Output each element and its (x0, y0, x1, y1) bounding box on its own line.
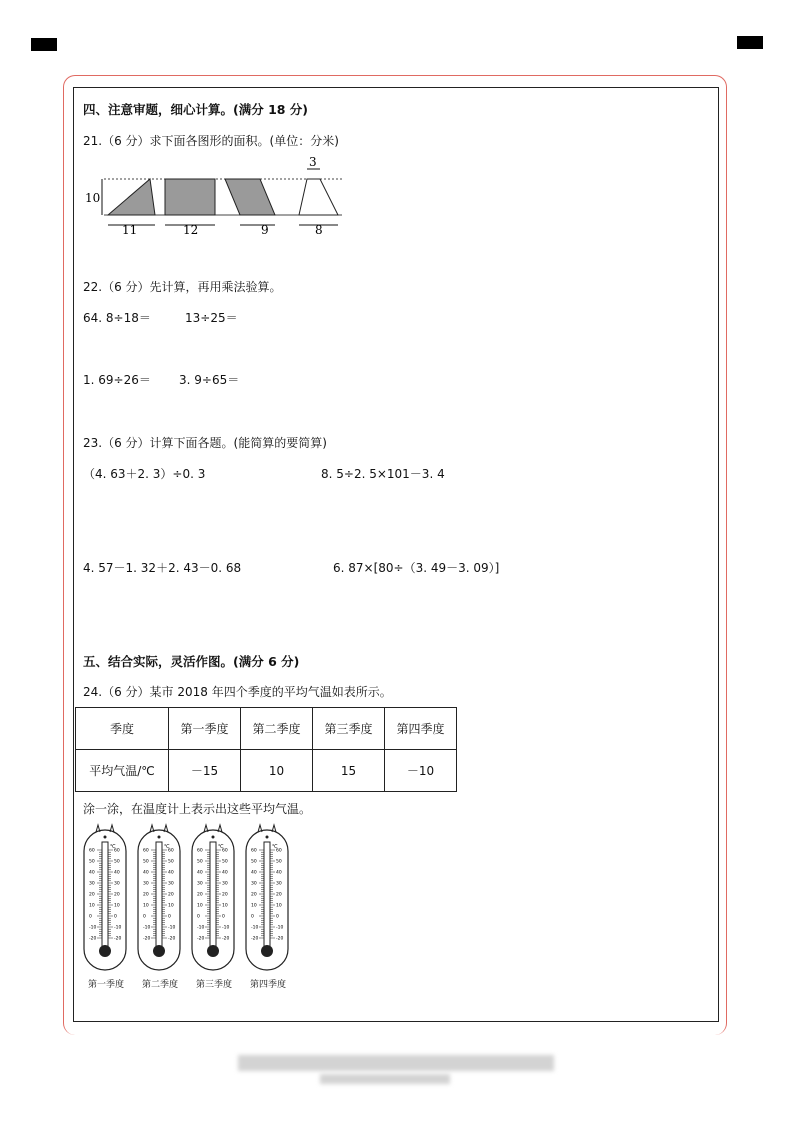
table-cell: 平均气温/℃ (76, 750, 169, 792)
tick-label-left: 60 (197, 848, 203, 854)
tick-label-right: 20 (222, 892, 228, 898)
rectangle-shape (165, 179, 215, 215)
tick-label-left: 0 (143, 914, 146, 920)
thermometer-unit: ℃ (218, 844, 224, 850)
tick-label-left: 10 (89, 903, 95, 909)
tick-label-right: -10 (276, 925, 284, 931)
thermometer-4 (246, 825, 288, 970)
trapezoid-top-label: 3 (309, 155, 317, 169)
registration-mark-right (737, 36, 763, 49)
thermometer-3 (192, 825, 234, 970)
tick-label-left: 60 (143, 848, 149, 854)
tick-label-left: 0 (89, 914, 92, 920)
q23-item-d: 6. 87×[80÷（3. 49－3. 09）] (333, 561, 500, 575)
thermometer-bulb (207, 945, 219, 957)
tick-label-left: -20 (89, 936, 97, 942)
tick-label-right: -20 (114, 936, 122, 942)
triangle-shape (108, 179, 155, 215)
tick-label-right: 50 (114, 859, 120, 865)
tick-label-right: 0 (114, 914, 117, 920)
q22-item-c: 1. 69÷26＝ (83, 373, 151, 387)
tick-label-right: 60 (114, 848, 120, 854)
tick-label-left: 20 (197, 892, 203, 898)
tick-label-left: -10 (143, 925, 151, 931)
tick-label-right: 0 (168, 914, 171, 920)
tick-label-left: -20 (251, 936, 259, 942)
tick-label-right: 60 (222, 848, 228, 854)
tick-label-right: 20 (276, 892, 282, 898)
tick-label-left: 40 (89, 870, 95, 876)
thermometers (80, 822, 300, 972)
question-22: 22.（6 分）先计算，再用乘法验算。 (83, 280, 282, 294)
q23-item-c: 4. 57－1. 32＋2. 43－0. 68 (83, 561, 242, 575)
hanger-hole (266, 836, 269, 839)
thermometer-bulb (99, 945, 111, 957)
tick-label-left: 50 (143, 859, 149, 865)
thermometer-caption-3: 第三季度 (196, 980, 233, 990)
tick-label-right: 10 (222, 903, 228, 909)
tick-label-right: -20 (222, 936, 230, 942)
tick-label-left: 50 (89, 859, 95, 865)
tick-label-left: 50 (251, 859, 257, 865)
table-header-cell: 第二季度 (241, 708, 313, 750)
section-5-heading: 五、结合实际，灵活作图。(满分 6 分) (83, 654, 300, 669)
q22-item-d: 3. 9÷65＝ (179, 373, 240, 387)
tick-label-left: 40 (197, 870, 203, 876)
thermometer-tube (264, 842, 270, 947)
tick-label-left: 10 (251, 903, 257, 909)
tick-label-right: -10 (168, 925, 176, 931)
tick-label-left: 40 (251, 870, 257, 876)
tick-label-left: 20 (143, 892, 149, 898)
tick-label-left: 30 (89, 881, 95, 887)
thermometer-unit: ℃ (272, 844, 278, 850)
thermometer-bulb (261, 945, 273, 957)
tick-label-right: 10 (168, 903, 174, 909)
q22-item-b: 13÷25＝ (185, 311, 238, 325)
tick-label-left: 60 (89, 848, 95, 854)
table-row (76, 750, 457, 792)
tick-label-right: 40 (276, 870, 282, 876)
tick-label-right: 20 (114, 892, 120, 898)
tick-label-right: 50 (276, 859, 282, 865)
tick-label-left: 20 (251, 892, 257, 898)
blurred-footer-line (320, 1074, 450, 1084)
tick-label-left: 30 (251, 881, 257, 887)
thermometer-bulb (153, 945, 165, 957)
table-header-cell: 第三季度 (313, 708, 385, 750)
table-cell: －10 (385, 750, 457, 792)
registration-mark-left (31, 38, 57, 51)
tick-label-right: -20 (276, 936, 284, 942)
tick-label-right: 40 (168, 870, 174, 876)
q23-item-a: （4. 63＋2. 3）÷0. 3 (83, 467, 206, 481)
tick-label-right: 60 (168, 848, 174, 854)
tick-label-right: 10 (114, 903, 120, 909)
rectangle-base-label: 12 (183, 223, 199, 237)
table-cell: 10 (241, 750, 313, 792)
question-23: 23.（6 分）计算下面各题。(能简算的要简算) (83, 436, 327, 450)
parallelogram-shape (225, 179, 275, 215)
tick-label-right: 30 (222, 881, 228, 887)
tick-label-left: 50 (197, 859, 203, 865)
height-label: 10 (85, 191, 101, 205)
hanger-hole (212, 836, 215, 839)
tick-label-left: 0 (251, 914, 254, 920)
triangle-base-label: 11 (122, 223, 138, 237)
tick-label-right: 30 (168, 881, 174, 887)
q23-item-b: 8. 5÷2. 5×101－3. 4 (321, 467, 445, 481)
tick-label-left: -10 (251, 925, 259, 931)
table-row (76, 708, 457, 750)
question-24: 24.（6 分）某市 2018 年四个季度的平均气温如表所示。 (83, 685, 392, 699)
blurred-footer (238, 1055, 554, 1071)
q22-item-a: 64. 8÷18＝ (83, 311, 151, 325)
hanger-hole (158, 836, 161, 839)
tick-label-right: 50 (222, 859, 228, 865)
thermometer-1 (84, 825, 126, 970)
tick-label-right: -10 (222, 925, 230, 931)
tick-label-right: 40 (222, 870, 228, 876)
thermometer-tube (102, 842, 108, 947)
tick-label-right: 0 (276, 914, 279, 920)
table-header-cell: 第四季度 (385, 708, 457, 750)
table-cell: 15 (313, 750, 385, 792)
tick-label-right: 60 (276, 848, 282, 854)
tick-label-right: 30 (114, 881, 120, 887)
thermometer-tube (210, 842, 216, 947)
tick-label-left: -10 (197, 925, 205, 931)
hanger-hole (104, 836, 107, 839)
question-21: 21.（6 分）求下面各图形的面积。(单位：分米) (83, 134, 339, 148)
tick-label-right: 10 (276, 903, 282, 909)
thermometer-instruction: 涂一涂，在温度计上表示出这些平均气温。 (83, 802, 312, 816)
thermometer-tube (156, 842, 162, 947)
thermometer-unit: ℃ (164, 844, 170, 850)
tick-label-left: 30 (197, 881, 203, 887)
thermometer-2 (138, 825, 180, 970)
tick-label-left: 10 (143, 903, 149, 909)
trapezoid-base-label: 8 (315, 223, 323, 237)
tick-label-left: -20 (197, 936, 205, 942)
section-4-heading: 四、注意审题，细心计算。(满分 18 分) (83, 102, 309, 117)
tick-label-left: 60 (251, 848, 257, 854)
tick-label-left: -10 (89, 925, 97, 931)
tick-label-right: 0 (222, 914, 225, 920)
tick-label-right: -20 (168, 936, 176, 942)
thermometer-unit: ℃ (110, 844, 116, 850)
parallelogram-base-label: 9 (261, 223, 269, 237)
thermometer-caption-4: 第四季度 (250, 980, 287, 990)
tick-label-right: 30 (276, 881, 282, 887)
tick-label-left: 20 (89, 892, 95, 898)
thermometer-caption-1: 第一季度 (88, 980, 125, 990)
table-cell: －15 (169, 750, 241, 792)
tick-label-left: 10 (197, 903, 203, 909)
table-header-cell: 第一季度 (169, 708, 241, 750)
tick-label-right: 50 (168, 859, 174, 865)
tick-label-left: 40 (143, 870, 149, 876)
thermometer-caption-2: 第二季度 (142, 980, 179, 990)
area-figures (80, 155, 350, 240)
tick-label-left: -20 (143, 936, 151, 942)
tick-label-right: -10 (114, 925, 122, 931)
temperature-table (75, 707, 457, 792)
trapezoid-shape (299, 179, 338, 215)
tick-label-right: 40 (114, 870, 120, 876)
tick-label-right: 20 (168, 892, 174, 898)
tick-label-left: 30 (143, 881, 149, 887)
table-header-cell: 季度 (76, 708, 169, 750)
tick-label-left: 0 (197, 914, 200, 920)
